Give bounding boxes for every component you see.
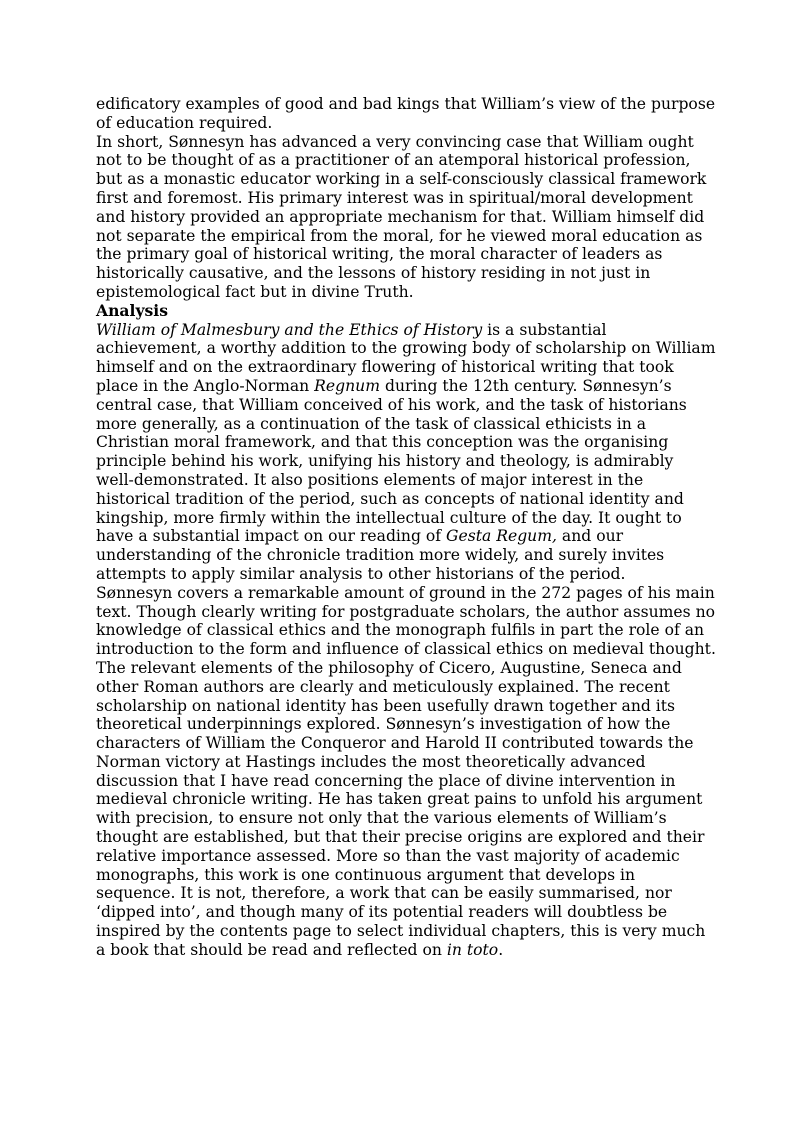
work-title: Gesta Regum, bbox=[446, 527, 557, 546]
paragraph-text: is a substantial achievement, a worthy addition to the growing body of scholarship on William himself and on the extraordinary flowering of historical writing that took place in the Anglo-Norman bbox=[96, 320, 716, 395]
italic-phrase: in toto bbox=[446, 940, 499, 959]
paragraph-text: Sønnesyn covers a remarkable amount of ground in the 272 pages of his main text. Though clearly writing for postgraduate scholars, the author assumes no knowledge of classical ethics and the monograph fulfils in part the role of an introduction to the form and influence of classical ethics on medieval thought. The relevant elements of the philosophy of Cicero, Augustine, Seneca and other Roman authors are clearly and meticulously explained. The recent scholarship on national identity has been usefully drawn together and its theoretical underpinnings explored. Sønnesyn’s investigation of how the characters of William the Conqueror and Harold II contributed towards the Norman victory at Hastings includes the most theoretically advanced discussion that I have read concerning the place of divine intervention in medieval chronicle writing. He has taken great pains to unfold his argument with precision, to ensure not only that the various elements of William’s thought are established, but that their precise origins are explored and their relative importance assessed. More so than the vast majority of academic monographs, this work is one continuous argument that develops in sequence. It is not, therefore, a work that can be easily summarised, nor ‘dipped into’, and though many of its potential readers will doubtless be inspired by the contents page to select individual chapters, this is very much a book that should be read and reflected on bbox=[96, 583, 716, 959]
document-body bbox=[96, 95, 716, 960]
paragraph-continuation: edificatory examples of good and bad kings that William’s view of the purpose of education required. bbox=[96, 95, 716, 132]
section-heading: Analysis bbox=[96, 300, 169, 320]
paragraph-evaluation bbox=[96, 584, 716, 960]
paragraph-text: during the 12th century. Sønnesyn’s central case, that William conceived of his work, and the task of historians more generally, as a continuation of the task of classical ethicists in a Christian moral framework, and that this conception was the organising principle behind his work, unifying his history and theology, is admirably well-demonstrated. It also positions elements of major interest in the historical tradition of the period, such as concepts of national identity and kingship, more firmly within the intellectual culture of the day. It ought to have a substantial impact on our reading of bbox=[96, 376, 687, 546]
italic-term: Regnum bbox=[314, 376, 380, 395]
paragraph-text: and our understanding of the chronicle tradition more widely, and surely invites attempts to apply similar analysis to other historians of the period. bbox=[96, 527, 665, 583]
paragraph-summary: In short, Sønnesyn has advanced a very convincing case that William ought not to be thought of as a practitioner of an atemporal historical profession, but as a monastic educator working in a self-consciously classical framework first and foremost. His primary interest was in spiritual/moral development and history provided an appropriate mechanism for that. William himself did not separate the empirical from the moral, for he viewed moral education as the primary goal of historical writing, the moral character of leaders as historically causative, and the lessons of history residing in not just in epistemological fact but in divine Truth. bbox=[96, 132, 707, 301]
book-title: William of Malmesbury and the Ethics of History bbox=[96, 320, 483, 339]
paragraph-analysis bbox=[96, 321, 716, 584]
paragraph-text: . bbox=[498, 940, 504, 959]
